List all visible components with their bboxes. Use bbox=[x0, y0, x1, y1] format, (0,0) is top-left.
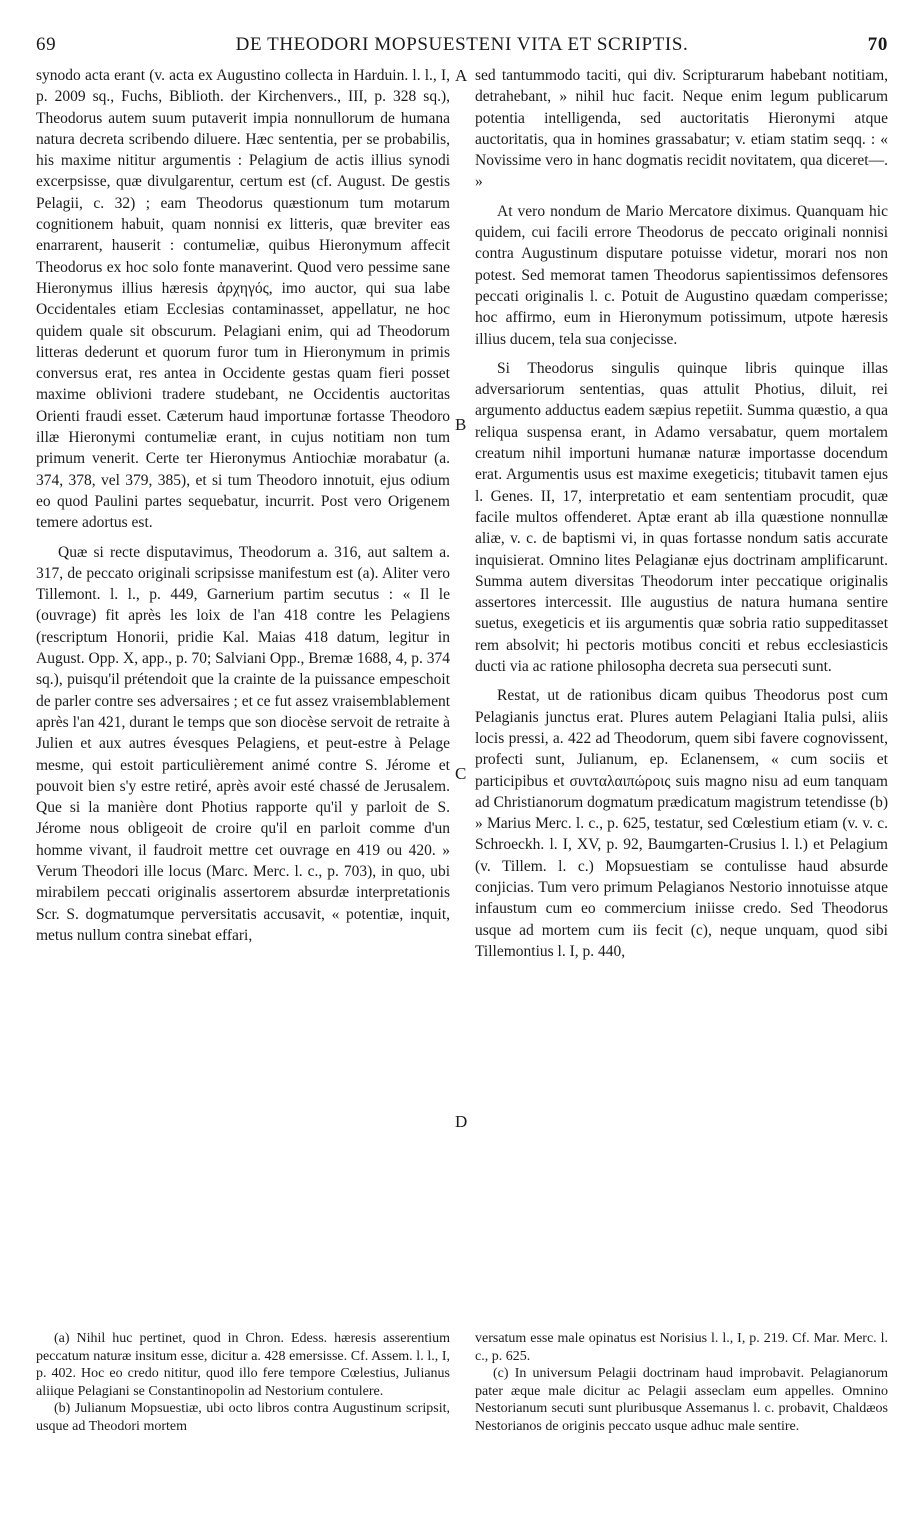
right-paragraph-3: Si Theodorus singulis quinque libris quinque illas adversariorum sententias, quas attulit Photius, diluit, rei argumento adductus eadem sæpius repetiit. Summa quæstio, a qua reliqua suspensa erant, in Adamo versabatur, quem mortalem creatum nihil importuni humanæ naturæ importasse docendum erat. Argumentis usus est maxime exegeticis; titubavit tamen ejus l. Genes. II, 17, interpretatio et eam sententiam procudit, quæ facile multos offenderet. Aptæ erant ab illa quæstione nonnullæ aliæ, v. c. de baptismi vi, in quas fortasse nondum satis accurate inquisierat. Omnino lites Pelagianæ ejus doctrinam amplificarunt. Summa autem diversitas Theodorum inter peccatique originalis assertores intercessit. Ille augustius de natura humana sentire suetus, exegeticis et iis argumentis quæ sobria ratio suppeditasset rem absolvit; hi pectoris motibus conciti et rebus ecclesiasticis ducti via ac ratione philosopha decreta sua persecuti sunt. bbox=[475, 359, 888, 676]
right-paragraph-4: Restat, ut de rationibus dicam quibus Theodorus post cum Pelagianis junctus erat. Plures autem Pelagiani Italia pulsi, aliis locis pressi, a. 422 ad Theodorum, quem sibi favere cognovissent, profecti sunt, Julianum, ep. Eclanensem, « cum sociis et participibus et συνταλαιπώροις suis magno nisu ad eum tanquam ad Christianorum dogmatum prædicatum magistrum tetendisse (b) » Marius Merc. l. c., p. 625, testatur, sed Cœlestium etiam (v. v. c. Schroeckh. l. I, XV, p. 92, Baumgarten-Crusius l. l.) et Pelagium (v. Tillem. l. c.) Mopsuestiam se contulisse haud absurde conjicias. Tum vero primum Pelagianos Nestorio innotuisse atque infaustum cum eo commercium iniisse credo. Sed Theodorus usque ad mortem cum iis fecit (c), neque unquam, quod sibi Tillemontius l. I, p. 440, bbox=[475, 687, 888, 960]
right-column bbox=[475, 65, 888, 970]
page-number-right: 70 bbox=[867, 34, 888, 55]
footnotes-right bbox=[475, 1330, 888, 1435]
footnote-b: (b) Julianum Mopsuestiæ, ubi octo libros contra Augustinum scripsit, usque ad Theodori mortem bbox=[36, 1401, 450, 1434]
page-number-left: 69 bbox=[36, 34, 57, 55]
left-paragraph-1: synodo acta erant (v. acta ex Augustino collecta in Harduin. l. l., I, p. 2009 sq., Fuchs, Biblioth. der Kirchenvers., III, p. 328 sq.), Theodorus autem suum putaverit impia nonnullorum de humana natura decreta scribendo diluere. Hæc sententia, per se probabilis, his maxime nititur argumentis : Pelagium de actis illius synodi excerpsisse, quæ divulgarentur, certum est (cf. August. De gestis Pelagii, c. 32) ; eam Theodorus quæstionum tum motarum cognitionem habuit, quam nonnisi ex litteris, quæ breviter eas enarrarent, hauserit : contumeliæ, quibus Hieronymum affecit Theodorus ex hoc solo fonte manaverint. Quod vero pessime sane Hieronymus illius hæresis ἀρχηγός, imo auctor, qui sua labe Occidentales etiam Ecclesias contaminasset, appellatur, ne hoc quidem quale sit obscurum. Pelagiani enim, qui ad Theodorum litteras dederunt et quorum furor tum in Hieronymum in primis conversus erat, res antea in Occidente gestas quam fieri posset maxime oblivioni tradere studebant, ne Occidentis auctoritas Orienti fraudi esset. Cæterum haud importunæ fortasse Theodoro illæ Hieronymi contumeliæ erant, in cujus notitiam non tum primum venerit. Certe ter Hieronymus Antiochiæ morabatur (a. 374, 378, vel 379, 385), et si tum Theodoro innotuit, ejus odium eo quod Paulini partes sequebatur, incurrit. Post vero Origenem temere adortus est. bbox=[36, 67, 450, 532]
footnote-b-continued: versatum esse male opinatus est Norisius l. l., I, p. 219. Cf. Mar. Merc. l. c., p. 625. bbox=[475, 1331, 888, 1364]
running-head-title: DE THEODORI MOPSUESTENI VITA ET SCRIPTIS. bbox=[235, 34, 689, 55]
right-paragraph-2: At vero nondum de Mario Mercatore diximus. Quanquam hic quidem, cui facili errore Theodorus de peccato originali nonnisi contra Augustinum disputare potuisse videtur, morari nos non potest. Sed memorat tamen Theodorus sapientissimos defensores peccati originalis l. c. Potuit de Augustino quædam comperisse; hoc affirmo, eum in Hieronymum potissimum, utpote hæresis illius ducem, tela sua conjecisse. bbox=[475, 202, 888, 348]
margin-letter-d: D bbox=[455, 1112, 468, 1131]
footnote-c: (c) In universum Pelagii doctrinam haud improbavit. Pelagianorum pater æque male dicitur ac Pelagii asseclam eum appelles. Omnino Nestorianum secuti sunt pluribusque Assemanus l. c. probavit, Chaldæos Nestorianos de originis peccato usque adhuc male sentire. bbox=[475, 1366, 888, 1434]
margin-letter-a: A bbox=[455, 66, 468, 85]
left-column bbox=[36, 65, 450, 954]
footnote-a: (a) Nihil huc pertinet, quod in Chron. Edess. hæresis asserentium peccatum naturæ insitum esse, dicitur a. 428 emersisse. Cf. Assem. l. l., I, p. 402. Hoc eo credo nititur, quod illo fere tempore Cœlestius, Julianus aliique Pelagiani se Constantinopolin ad Nestorium contulere. bbox=[36, 1331, 450, 1399]
left-paragraph-2: Quæ si recte disputavimus, Theodorum a. 316, aut saltem a. 317, de peccato originali scripsisse manifestum est (a). Aliter vero Tillemont. l. l., p. 449, Garnerium partim secutus : « Il le (ouvrage) fit après les loix de l'an 418 contre les Pelagiens (rescriptum Honorii, pridie Kal. Maias 418 datum, legitur in August. Opp. X, app., p. 70; Salviani Opp., Bremæ 1688, 4, p. 374 sq.), puisqu'il prétendoit que la crainte de la puissance empeschoit de parler contre ses adversaires ; et ce fut assez vraisemblablement après l'an 421, durant le temps que son diocèse servoit de retraite à Julien et aux autres évesques Pelagiens, et peut-estre à Pelage mesme, qui estoit particulièrement animé contre S. Jérome et pouvoit bien s'y estre retiré, après avoir esté chassé de Jerusalem. Que si la manière dont Photius rapporte qu'il y parloit de S. Jérome nous obligeoit de croire qu'il en parloit comme d'un homme vivant, il faudroit mettre cet ouvrage en 419 ou 420. » Verum Theodori ille locus (Marc. Merc. l. c., p. 703), in quo, ubi mirabilem peccati originalis assertorem absurdæ interpretationis Scr. S. dogmatumque perversitatis accusavit, « potentiæ, inquit, metus nullum contra sinebat effari, bbox=[36, 543, 451, 944]
right-paragraph-1: sed tantummodo taciti, qui div. Scripturarum habebant notitiam, detrahebant, » nihil huc facit. Neque enim legum publicarum potentia intelligenda, sed auctoritatis Hieronymi atque auctoritatis, qua in homines grassabatur; v. etiam statim seqq. : « Novissime vero in hanc dogmatis recidit novitatem, qua diceret—. » bbox=[475, 67, 888, 191]
margin-letter-b: B bbox=[455, 415, 467, 434]
footnotes-left bbox=[36, 1330, 450, 1435]
margin-letter-c: C bbox=[455, 764, 467, 783]
running-header bbox=[36, 34, 888, 58]
